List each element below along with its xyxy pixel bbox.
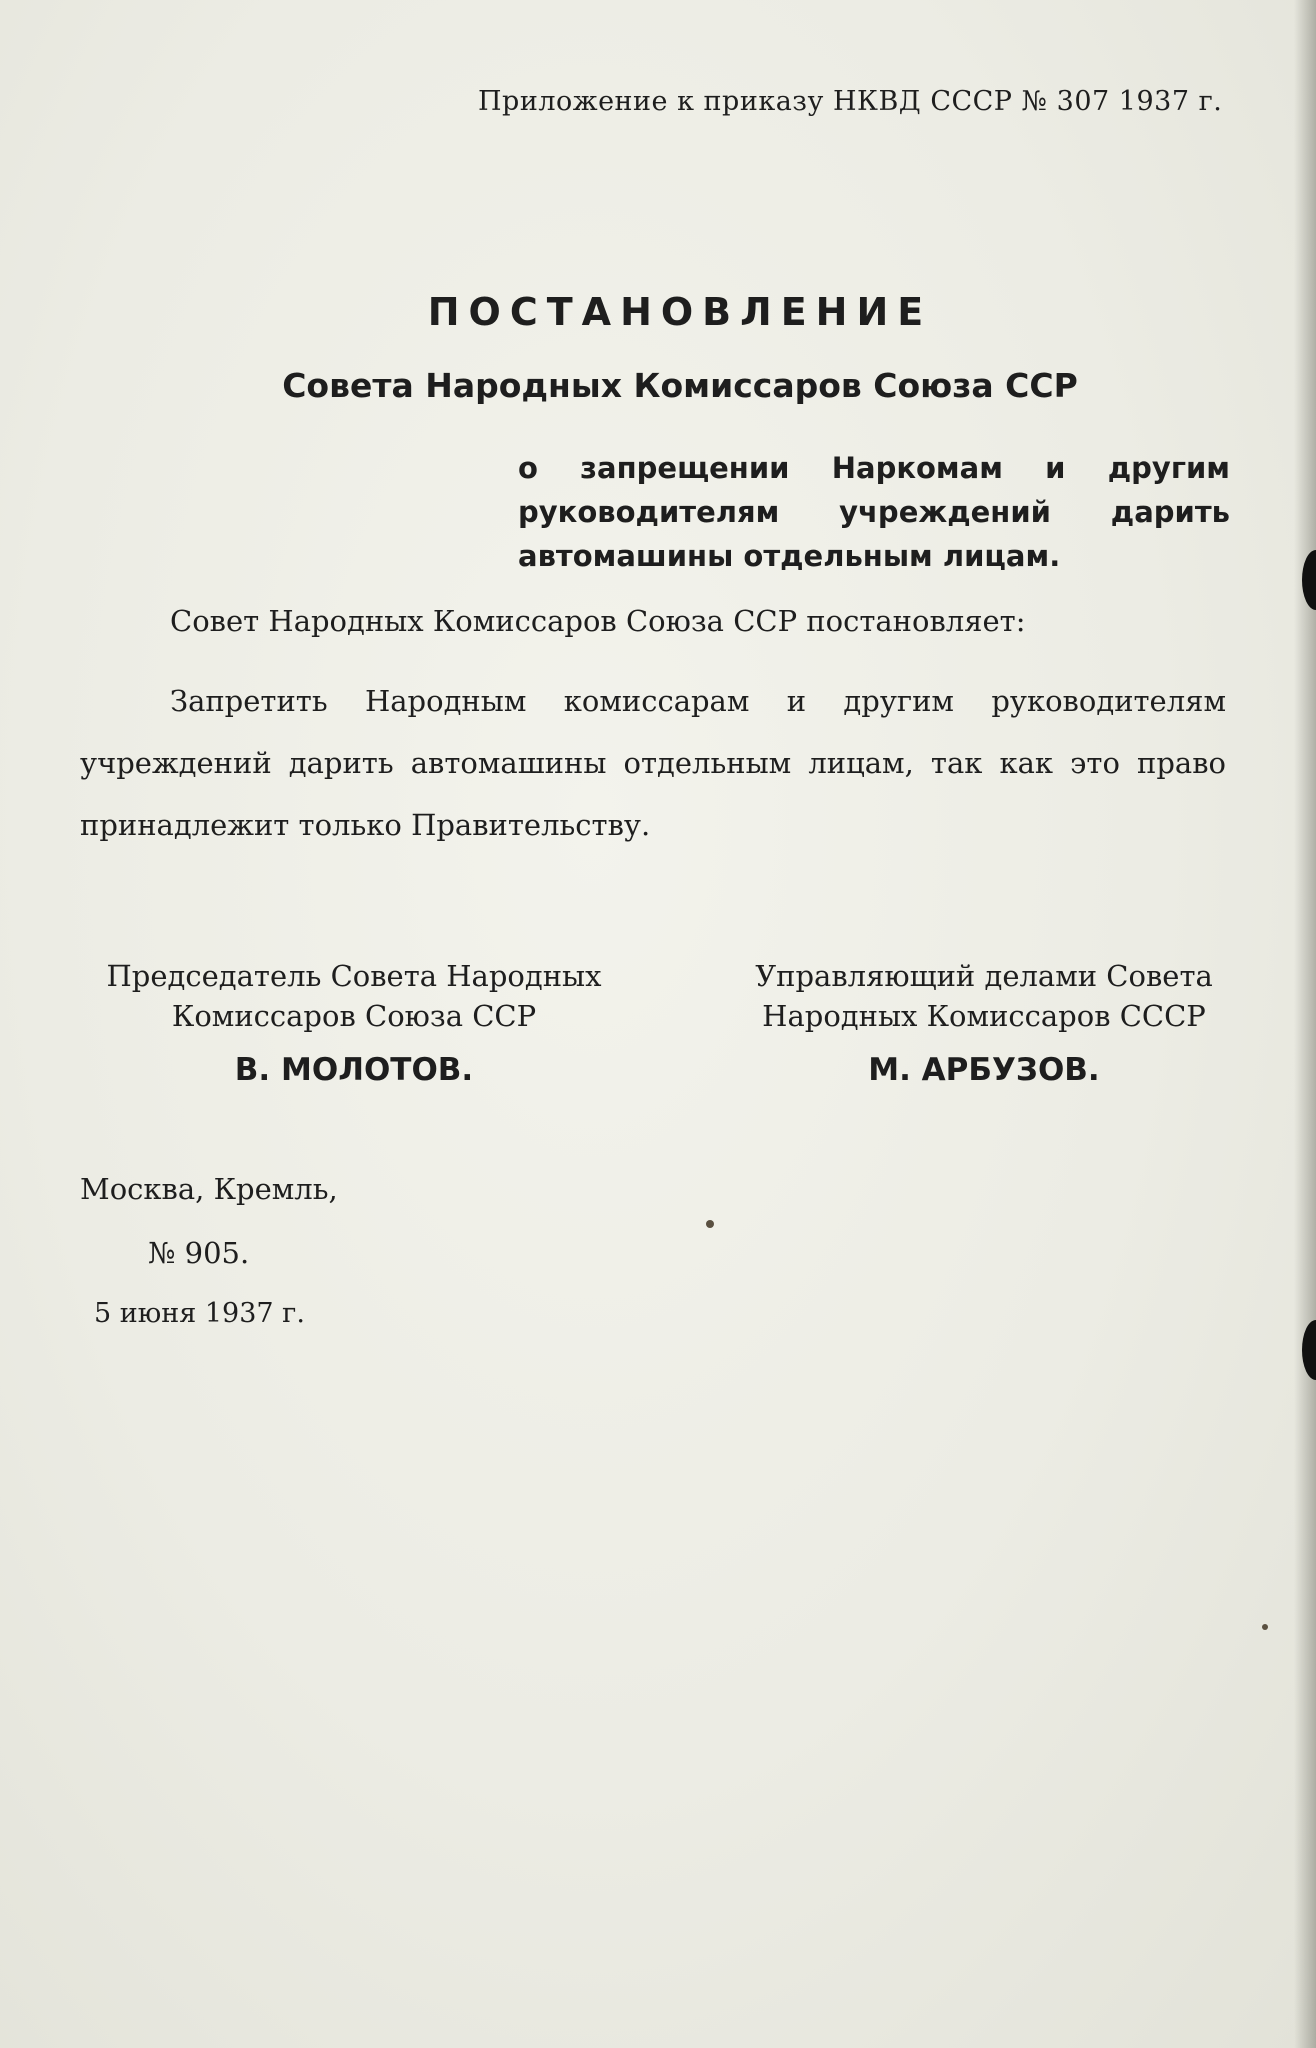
decree-subject: о запрещении Наркомам и другим руководителям учреждений дарить автомашины отдельным лицам.: [518, 451, 1230, 573]
bleed-through-text-2: [80, 215, 95, 266]
issue-place: Москва, Кремль,: [80, 1172, 338, 1206]
signatory-left-name: В. МОЛОТОВ.: [234, 1052, 474, 1088]
annex-line: Приложение к приказу НКВД СССР № 307 1937 г.: [478, 86, 1223, 117]
signatory-left-title: Председатель Совета Народных Комиссаров Союза ССР: [106, 959, 602, 1033]
ink-speck: [1262, 1624, 1268, 1630]
decree-number: № 905.: [148, 1236, 250, 1270]
resolution-text: Запретить Народным комиссарам и другим руководителям учреждений дарить автомашины отдельным лицам, так как это право принадлежит только Правительству.: [80, 684, 1226, 842]
preamble-text: Совет Народных Комиссаров Союза ССР постановляет:: [170, 604, 1026, 638]
issue-date: 5 июня 1937 г.: [94, 1298, 305, 1329]
signatory-right-name: М. АРБУЗОВ.: [868, 1052, 1100, 1088]
bleed-through-text: [380, 100, 404, 182]
issuer-line: Совета Народных Комиссаров Союза ССР: [282, 366, 1078, 405]
signatory-right-title: Управляющий делами Совета Народных Комиссаров СССР: [755, 959, 1213, 1033]
document-heading: ПОСТАНОВЛЕНИЕ: [427, 290, 933, 334]
ink-speck: [706, 1220, 714, 1228]
